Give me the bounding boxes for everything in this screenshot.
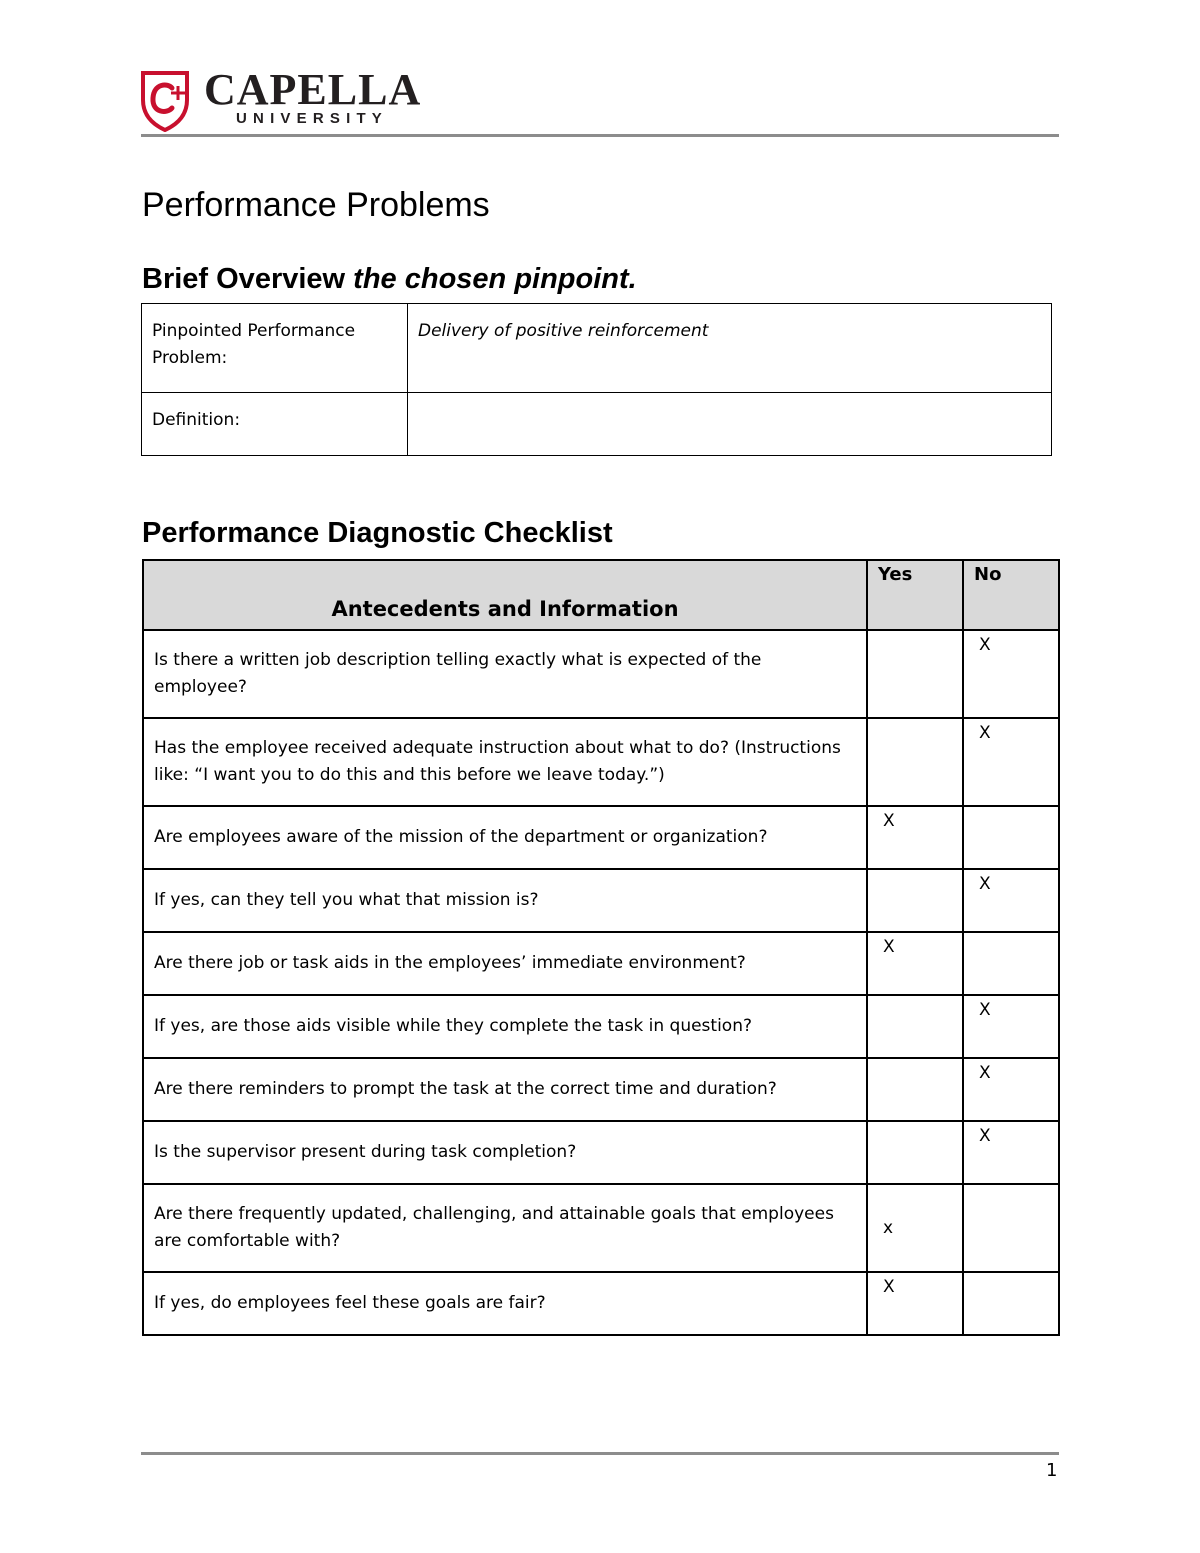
overview-row-problem	[142, 304, 1052, 393]
overview-table	[141, 303, 1052, 456]
question-cell: If yes, are those aids visible while they complete the task in question?	[143, 995, 867, 1058]
definition-label: Definition:	[142, 393, 408, 456]
yes-cell	[867, 630, 963, 718]
yes-cell	[867, 869, 963, 932]
logo-subtitle: UNIVERSITY	[236, 110, 389, 127]
question-cell: Has the employee received adequate instruction about what to do? (Instructions like: “I want you to do this and this before we leave today.”)	[143, 718, 867, 806]
header-rule	[141, 134, 1059, 137]
yes-cell: x	[867, 1184, 963, 1272]
yes-cell	[867, 1121, 963, 1184]
no-cell: X	[963, 630, 1059, 718]
question-cell: If yes, do employees feel these goals are fair?	[143, 1272, 867, 1335]
page-title: Performance Problems	[142, 186, 490, 224]
shield-icon	[140, 70, 190, 132]
question-cell: Are there frequently updated, challenging, and attainable goals that employees are comfortable with?	[143, 1184, 867, 1272]
footer-rule	[141, 1452, 1059, 1455]
question-cell: If yes, can they tell you what that mission is?	[143, 869, 867, 932]
column-header-yes: Yes	[867, 560, 963, 630]
overview-row-definition	[142, 393, 1052, 456]
definition-value	[408, 393, 1052, 456]
yes-cell: X	[867, 1272, 963, 1335]
overview-heading	[142, 263, 637, 296]
overview-heading-bold: Brief Overview	[142, 263, 346, 295]
problem-value: Delivery of positive reinforcement	[408, 304, 1052, 393]
table-row	[143, 1184, 1059, 1272]
table-row	[143, 1058, 1059, 1121]
no-cell: X	[963, 995, 1059, 1058]
no-cell	[963, 932, 1059, 995]
question-cell: Are employees aware of the mission of the department or organization?	[143, 806, 867, 869]
yes-cell	[867, 718, 963, 806]
no-cell: X	[963, 718, 1059, 806]
no-cell	[963, 1184, 1059, 1272]
no-cell: X	[963, 869, 1059, 932]
table-row	[143, 718, 1059, 806]
question-cell: Is the supervisor present during task completion?	[143, 1121, 867, 1184]
no-cell	[963, 806, 1059, 869]
table-row	[143, 1272, 1059, 1335]
checklist-table	[142, 559, 1060, 1336]
overview-heading-italic: the chosen pinpoint.	[353, 263, 637, 295]
column-header-no: No	[963, 560, 1059, 630]
table-row	[143, 630, 1059, 718]
checklist-header-row	[143, 560, 1059, 630]
no-cell: X	[963, 1121, 1059, 1184]
table-row	[143, 1121, 1059, 1184]
table-row	[143, 995, 1059, 1058]
table-row	[143, 932, 1059, 995]
checklist-heading: Performance Diagnostic Checklist	[142, 517, 613, 549]
yes-cell: X	[867, 932, 963, 995]
question-cell: Are there reminders to prompt the task at the correct time and duration?	[143, 1058, 867, 1121]
yes-cell	[867, 995, 963, 1058]
logo-wordmark: CAPELLA	[204, 65, 422, 114]
column-header-antecedents: Antecedents and Information	[143, 560, 867, 630]
question-cell: Are there job or task aids in the employees’ immediate environment?	[143, 932, 867, 995]
table-row	[143, 806, 1059, 869]
problem-label: Pinpointed Performance Problem:	[142, 304, 408, 393]
page-number: 1	[1046, 1460, 1058, 1481]
no-cell: X	[963, 1058, 1059, 1121]
yes-cell: X	[867, 806, 963, 869]
no-cell	[963, 1272, 1059, 1335]
question-cell: Is there a written job description telling exactly what is expected of the employee?	[143, 630, 867, 718]
yes-cell	[867, 1058, 963, 1121]
table-row	[143, 869, 1059, 932]
